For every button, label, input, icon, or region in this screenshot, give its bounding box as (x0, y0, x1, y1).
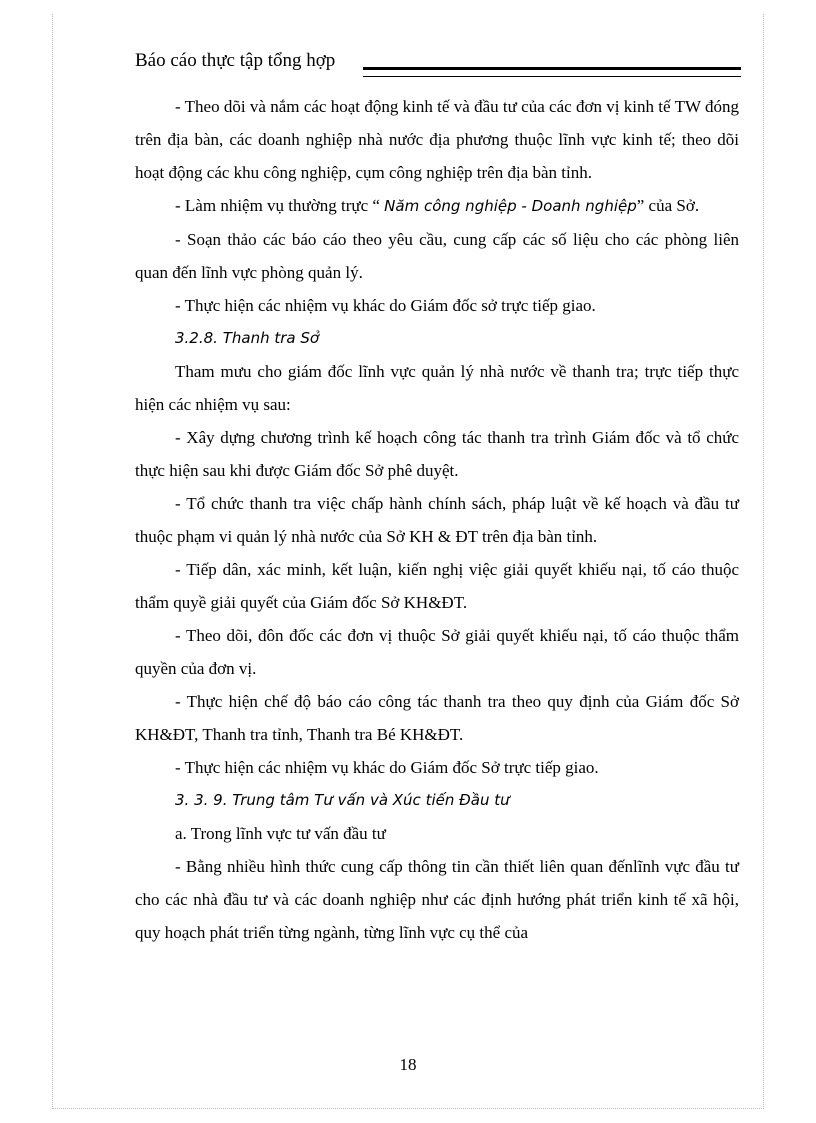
paragraph-other-tasks-2: - Thực hiện các nhiệm vụ khác do Giám đốc Sở trực tiếp giao. (175, 758, 599, 777)
duty-quote: Năm công nghiệp - Doanh nghiệp (384, 197, 637, 215)
duty-prefix: - Làm nhiệm vụ thường trực “ (175, 196, 385, 215)
paragraph-draft-reports: - Soạn thảo các báo cáo theo yêu cầu, cung cấp các số liệu cho các phòng liên quan đến lĩnh vực phòng quản lý. (135, 230, 739, 282)
page-header (135, 50, 741, 74)
paragraph-information: - Bằng nhiều hình thức cung cấp thông tin cần thiết liên quan đếnlĩnh vực đầu tư cho các nhà đầu tư và các doanh nghiệp như các định hướng phát triển kinh tế xã hội, quy hoạch phát triển từng ngành, từng lĩnh vực cụ thể của (135, 857, 739, 942)
section-heading-investment-center: 3. 3. 9. Trung tâm Tư vấn và Xúc tiến Đầu tư (175, 791, 510, 809)
paragraph-other-tasks: - Thực hiện các nhiệm vụ khác do Giám đốc sở trực tiếp giao. (175, 296, 596, 315)
paragraph-inspection-plan: - Xây dựng chương trình kế hoạch công tác thanh tra trình Giám đốc và tổ chức thực hiện sau khi được Giám đốc Sở phê duyệt. (135, 428, 739, 480)
page-number: 18 (399, 1055, 417, 1074)
document-body (135, 90, 739, 949)
duty-suffix: ” của Sở. (636, 196, 700, 215)
paragraph-reporting: - Thực hiện chế độ báo cáo công tác thanh tra theo quy định của Giám đốc Sở KH&ĐT, Thanh tra tỉnh, Thanh tra Bé KH&ĐT. (135, 692, 739, 744)
paragraph-complaints: - Tiếp dân, xác minh, kết luận, kiến nghị việc giải quyết khiếu nại, tố cáo thuộc thẩm quyề giải quyết của Giám đốc Sở KH&ĐT. (135, 560, 739, 612)
section-heading-inspection: 3.2.8. Thanh tra Sở (175, 329, 320, 347)
paragraph-inspection-intro: Tham mưu cho giám đốc lĩnh vực quản lý nhà nước về thanh tra; trực tiếp thực hiện các nhiệm vụ sau: (135, 362, 739, 414)
header-title: Báo cáo thực tập tổng hợp (135, 50, 336, 71)
paragraph-monitor-units: - Theo dõi, đôn đốc các đơn vị thuộc Sở giải quyết khiếu nại, tố cáo thuộc thẩm quyền của đơn vị. (135, 626, 739, 678)
subheading-consulting: a. Trong lĩnh vực tư vấn đầu tư (175, 824, 386, 843)
header-rule (363, 67, 741, 77)
paragraph-standing-duty (135, 189, 739, 223)
paragraph-monitor-economic: - Theo dõi và nắm các hoạt động kinh tế và đầu tư của các đơn vị kinh tế TW đóng trên địa bàn, các doanh nghiệp nhà nước địa phương thuộc lĩnh vực kinh tế; theo dõi hoạt động các khu công nghiệp, cụm công nghiệp trên địa bàn tỉnh. (135, 97, 739, 182)
paragraph-inspection-policy: - Tổ chức thanh tra việc chấp hành chính sách, pháp luật về kế hoạch và đầu tư thuộc phạm vi quản lý nhà nước của Sở KH & ĐT trên địa bàn tỉnh. (135, 494, 739, 546)
